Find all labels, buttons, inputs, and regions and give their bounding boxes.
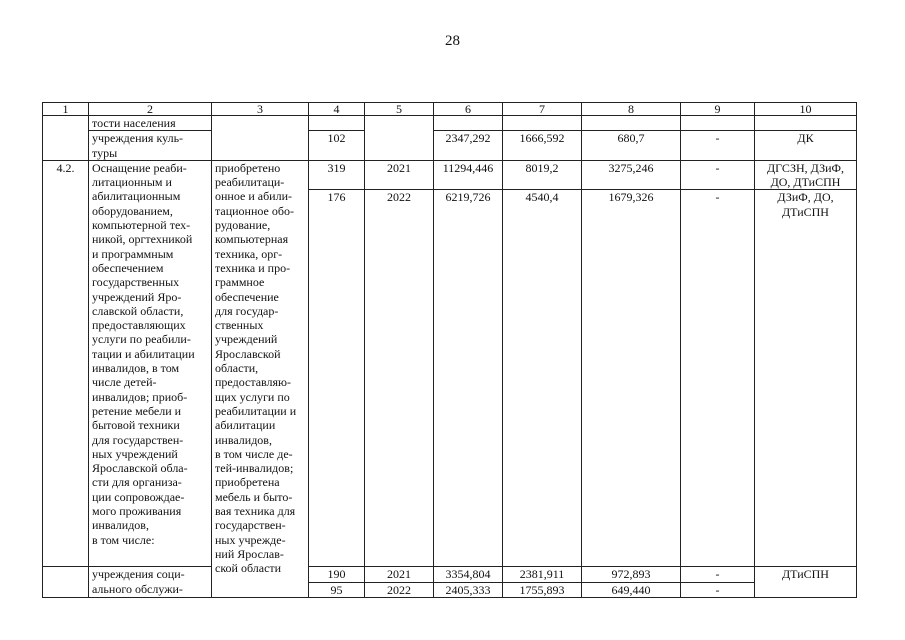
cell-executor: ДГСЗН, ДЗиФ, ДО, ДТиСПН bbox=[755, 160, 857, 190]
col-header-8: 8 bbox=[582, 103, 681, 116]
col-header-7: 7 bbox=[503, 103, 582, 116]
col-header-10: 10 bbox=[755, 103, 857, 116]
cell-empty bbox=[43, 567, 89, 598]
cell-item-number: 4.2. bbox=[43, 160, 89, 567]
col-header-1: 1 bbox=[43, 103, 89, 116]
col-header-5: 5 bbox=[365, 103, 434, 116]
cell-executor: ДЗиФ, ДО, ДТиСПН bbox=[755, 190, 857, 567]
cell-empty bbox=[309, 116, 365, 131]
cell-quantity: 95 bbox=[309, 582, 365, 597]
cell-year: 2021 bbox=[365, 160, 434, 190]
cell-total-funding: 2347,292 bbox=[434, 131, 503, 161]
cell-year: 2022 bbox=[365, 582, 434, 597]
table-row-4-2 bbox=[43, 160, 857, 190]
cell-total-funding: 11294,446 bbox=[434, 160, 503, 190]
cell-social-institutions: учреждения соци- ального обслужи- bbox=[89, 567, 212, 598]
cell-federal-funding: 1755,893 bbox=[503, 582, 582, 597]
cell-quantity: 176 bbox=[309, 190, 365, 567]
cell-regional-funding: 972,893 bbox=[582, 567, 681, 582]
cell-empty bbox=[434, 116, 503, 131]
cell-item-result: приобретено реабилитаци- онное и абили- тационное обо- рудование, компьютерная техника, орг- техника и про- граммное обеспечение для государ- ственных учреждений Ярославской области, предоставляю- щих услуги по реабилитации и абилитации инвалидов, в том числе де- тей-инвалидов; приобретена мебель и быто- вая техника для государствен- ных учрежде- ний Ярослав- ской области bbox=[212, 160, 309, 597]
cell-item-description: Оснащение реаби- литационным и абилитационным оборудованием, компьютерной тех- никой, оргтехникой и программным обеспечением государственных учреждений Яро- славской области, предоставляющих услуги по реабили- тации и абилитации инвалидов, в том числе детей- инвалидов; приоб- ретение мебели и бытовой техники для государствен- ных учреждений Ярославской обла- сти для организа- ции сопровождае- мого проживания инвалидов, в том числе: bbox=[89, 160, 212, 567]
cell-culture-institutions: учреждения куль- туры bbox=[89, 131, 212, 161]
page-number: 28 bbox=[445, 33, 460, 49]
cell-other-funding: - bbox=[681, 131, 755, 161]
cell-quantity: 190 bbox=[309, 567, 365, 582]
cell-empty bbox=[582, 116, 681, 131]
col-header-9: 9 bbox=[681, 103, 755, 116]
col-header-3: 3 bbox=[212, 103, 309, 116]
col-header-6: 6 bbox=[434, 103, 503, 116]
table-row-culture bbox=[43, 131, 857, 161]
cell-year: 2022 bbox=[365, 190, 434, 567]
col-header-4: 4 bbox=[309, 103, 365, 116]
cell-other-funding: - bbox=[681, 567, 755, 582]
cell-other-funding: - bbox=[681, 190, 755, 567]
cell-total-funding: 2405,333 bbox=[434, 582, 503, 597]
cell-empty bbox=[43, 116, 89, 161]
table-row-continuation bbox=[43, 116, 857, 131]
cell-federal-funding: 1666,592 bbox=[503, 131, 582, 161]
cell-regional-funding: 3275,246 bbox=[582, 160, 681, 190]
cell-regional-funding: 680,7 bbox=[582, 131, 681, 161]
cell-empty bbox=[681, 116, 755, 131]
cell-regional-funding: 1679,326 bbox=[582, 190, 681, 567]
cell-federal-funding: 2381,911 bbox=[503, 567, 582, 582]
cell-federal-funding: 4540,4 bbox=[503, 190, 582, 567]
column-number-row bbox=[43, 103, 857, 116]
cell-other-funding: - bbox=[681, 582, 755, 597]
table-row-social-2021 bbox=[43, 567, 857, 582]
cell-quantity: 102 bbox=[309, 131, 365, 161]
cell-empty bbox=[755, 116, 857, 131]
cell-executor: ДТиСПН bbox=[755, 567, 857, 598]
cell-empty bbox=[365, 116, 434, 161]
cell-executor: ДК bbox=[755, 131, 857, 161]
cell-other-funding: - bbox=[681, 160, 755, 190]
cell-empty bbox=[503, 116, 582, 131]
cell-federal-funding: 8019,2 bbox=[503, 160, 582, 190]
program-table bbox=[42, 102, 857, 598]
cell-total-funding: 3354,804 bbox=[434, 567, 503, 582]
col-header-2: 2 bbox=[89, 103, 212, 116]
cell-quantity: 319 bbox=[309, 160, 365, 190]
cell-year: 2021 bbox=[365, 567, 434, 582]
cell-total-funding: 6219,726 bbox=[434, 190, 503, 567]
cell-empty bbox=[212, 116, 309, 161]
cell-regional-funding: 649,440 bbox=[582, 582, 681, 597]
cell-description-continuation: тости населения bbox=[89, 116, 212, 131]
